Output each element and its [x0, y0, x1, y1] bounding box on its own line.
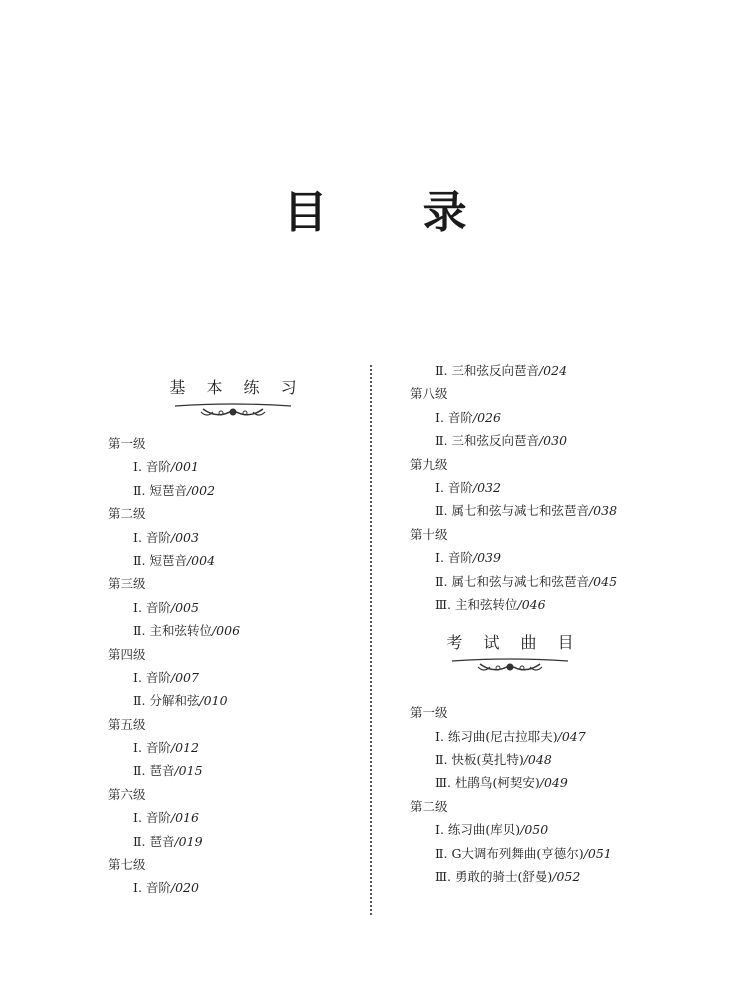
toc-level-heading	[108, 432, 358, 455]
entry-title: Ⅱ. 主和弦转位	[133, 623, 212, 639]
entry-title: Ⅲ. 杜鹃鸟(柯契安)	[435, 775, 540, 791]
entry-title: Ⅰ. 音阶	[133, 459, 171, 475]
entry-title: Ⅰ. 音阶	[133, 669, 171, 685]
page-number: /050	[520, 822, 549, 838]
toc-entry	[108, 549, 358, 572]
toc-level-heading	[410, 453, 730, 476]
page-number: /012	[170, 740, 199, 756]
toc-entry	[108, 619, 358, 642]
page-number: /007	[170, 669, 199, 685]
page-number: /030	[538, 433, 568, 449]
toc-level-heading	[108, 502, 358, 525]
toc-entry	[108, 759, 358, 782]
page-number: /002	[186, 482, 216, 498]
toc-entry	[410, 725, 730, 748]
toc-entry	[108, 479, 358, 502]
level-label: 第二级	[410, 798, 448, 814]
column-divider	[370, 365, 372, 915]
entry-title: Ⅱ. 三和弦反向琶音	[435, 363, 539, 378]
page-number: /039	[472, 550, 501, 566]
toc-entry	[108, 736, 358, 759]
page-number: /010	[199, 693, 228, 709]
toc-entry	[410, 842, 730, 865]
toc-entry	[410, 771, 730, 794]
toc-level-heading	[108, 713, 358, 736]
page-number: /047	[557, 728, 586, 744]
level-label: 第八级	[410, 386, 448, 402]
page-number: /020	[170, 880, 199, 896]
entry-title: Ⅱ. 分解和弦	[133, 693, 200, 709]
page-number: /026	[472, 409, 501, 425]
toc-level-heading	[410, 382, 730, 405]
entry-title: Ⅲ. 主和弦转位	[435, 596, 518, 612]
entry-title: Ⅱ. 快板(莫扎特)	[435, 752, 524, 768]
ornament-divider-icon	[173, 400, 293, 422]
entry-title: Ⅱ. 短琶音	[133, 482, 187, 498]
level-label: 第一级	[410, 705, 448, 721]
toc-left-column	[108, 375, 358, 900]
page-number: /052	[552, 869, 581, 885]
level-label: 第三级	[108, 576, 146, 592]
entry-title: Ⅰ. 音阶	[435, 409, 473, 425]
entry-title: Ⅱ. 琶音	[133, 833, 175, 849]
entry-title: Ⅰ. 音阶	[435, 479, 473, 495]
page-number: /051	[583, 845, 612, 861]
toc-entry	[108, 689, 358, 712]
toc-level-heading	[410, 795, 730, 818]
page-number: /019	[174, 833, 203, 849]
entry-title: Ⅰ. 音阶	[435, 550, 473, 566]
toc-entry	[108, 455, 358, 478]
toc-list-basic-practice	[108, 432, 358, 900]
toc-list-basic-practice-continued	[410, 359, 730, 616]
toc-entry	[410, 593, 730, 616]
page-number: /038	[588, 503, 618, 519]
toc-list-exam-pieces	[410, 701, 730, 888]
level-label: 第四级	[108, 646, 146, 662]
toc-entry	[108, 830, 358, 853]
page-number: /024	[538, 363, 568, 378]
toc-entry	[410, 476, 730, 499]
toc-level-heading	[108, 572, 358, 595]
toc-entry	[410, 429, 730, 452]
toc-entry	[108, 526, 358, 549]
toc-entry	[108, 666, 358, 689]
toc-entry	[410, 546, 730, 569]
page-number: /016	[170, 810, 199, 826]
entry-title: Ⅰ. 音阶	[133, 740, 171, 756]
toc-level-heading	[410, 701, 730, 724]
entry-title: Ⅰ. 音阶	[133, 599, 171, 615]
page-number: /006	[211, 623, 241, 639]
entry-title: Ⅰ. 音阶	[133, 880, 171, 896]
page-number: /015	[174, 763, 203, 779]
page-number: /032	[472, 479, 501, 495]
entry-title: Ⅱ. G大调布列舞曲(亨德尔)	[435, 845, 584, 861]
toc-level-heading	[108, 783, 358, 806]
page-number: /004	[186, 552, 216, 568]
toc-entry	[410, 359, 730, 382]
section-heading-exam-pieces: 考 试 曲 目	[446, 633, 582, 653]
toc-entry	[108, 596, 358, 619]
page-number: /003	[170, 529, 199, 545]
entry-title: Ⅱ. 琶音	[133, 763, 175, 779]
level-label: 第五级	[108, 716, 146, 732]
entry-title: Ⅱ. 三和弦反向琶音	[435, 433, 539, 449]
level-label: 第二级	[108, 506, 146, 522]
level-label: 第一级	[108, 436, 146, 451]
page-number: /045	[588, 573, 618, 589]
ornament-divider-icon	[450, 655, 570, 677]
page-number: /046	[517, 596, 546, 612]
toc-entry	[410, 748, 730, 771]
entry-title: Ⅰ. 练习曲(库贝)	[435, 822, 521, 838]
entry-title: Ⅱ. 属七和弦与减七和弦琶音	[435, 503, 589, 519]
entry-title: Ⅰ. 练习曲(尼古拉耶夫)	[435, 728, 558, 744]
toc-right-column	[410, 359, 730, 888]
level-label: 第九级	[410, 456, 448, 472]
page-title: 目 录	[283, 187, 507, 238]
toc-entry	[108, 806, 358, 829]
entry-title: Ⅰ. 音阶	[133, 810, 171, 826]
section-heading-basic-practice: 基 本 练 习	[169, 378, 305, 397]
toc-level-heading	[108, 643, 358, 666]
page-number: /005	[170, 599, 199, 615]
page-number: /001	[170, 459, 199, 475]
level-label: 第十级	[410, 526, 448, 542]
page-number: /048	[523, 752, 552, 768]
entry-title: Ⅱ. 属七和弦与减七和弦琶音	[435, 573, 589, 589]
toc-entry	[410, 406, 730, 429]
level-label: 第七级	[108, 857, 146, 873]
level-label: 第六级	[108, 786, 146, 802]
toc-entry	[410, 865, 730, 888]
toc-level-heading	[108, 853, 358, 876]
toc-entry	[410, 570, 730, 593]
page-number: /049	[539, 775, 568, 791]
toc-entry	[410, 818, 730, 841]
toc-entry	[410, 499, 730, 522]
toc-entry	[108, 876, 358, 899]
entry-title: Ⅲ. 勇敢的骑士(舒曼)	[435, 869, 553, 885]
toc-level-heading	[410, 523, 730, 546]
entry-title: Ⅰ. 音阶	[133, 529, 171, 545]
entry-title: Ⅱ. 短琶音	[133, 552, 187, 568]
